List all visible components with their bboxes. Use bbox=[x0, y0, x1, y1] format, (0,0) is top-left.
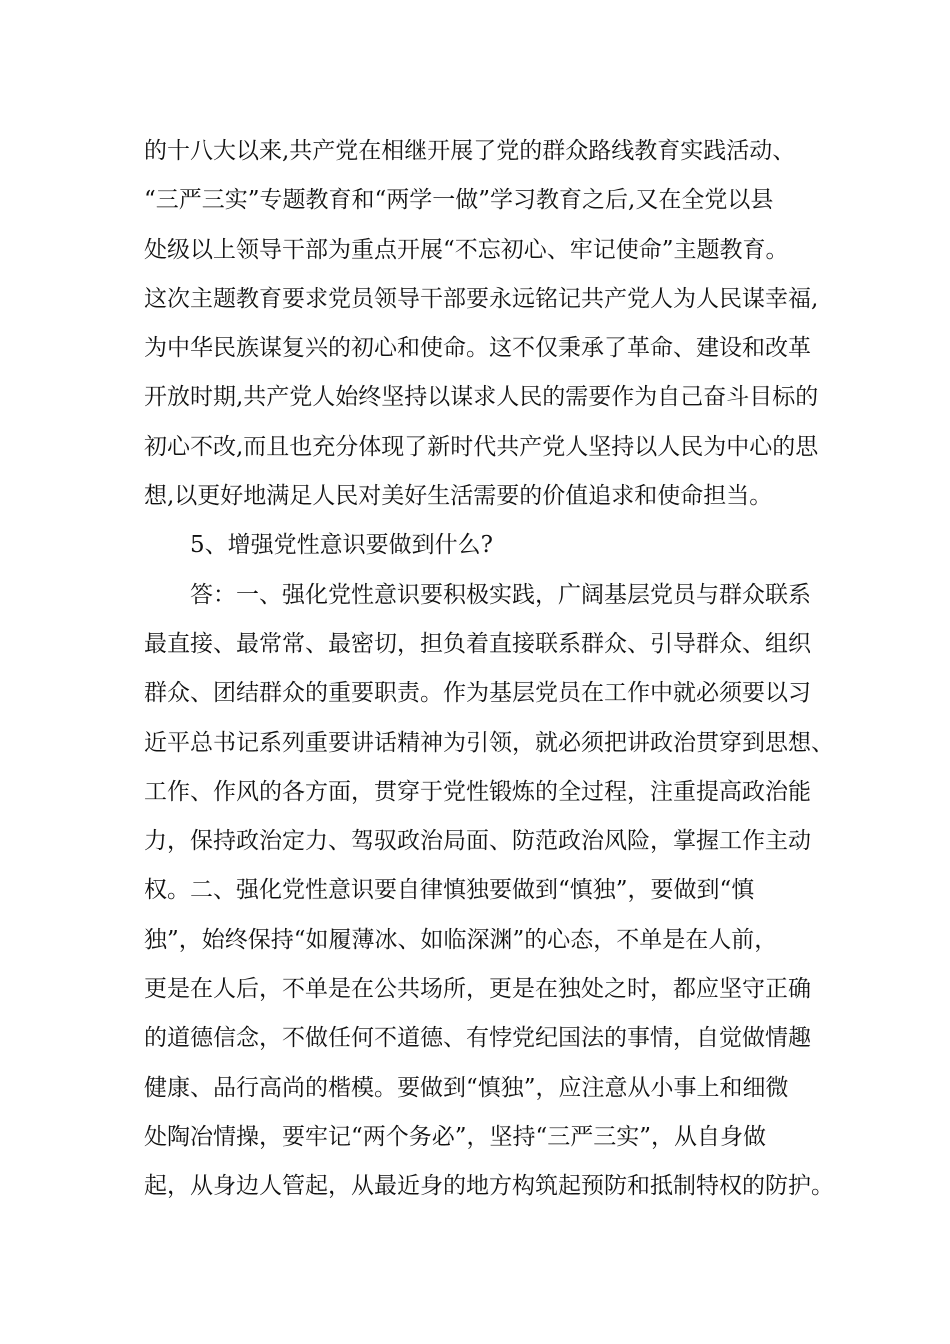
text-line: 近平总书记系列重要讲话精神为引领，就必须把讲政治贯穿到思想、 bbox=[144, 729, 834, 756]
text-line: 的十八大以来,共产党在相继开展了党的群众路线教育实践活动、 bbox=[144, 138, 796, 164]
text-line: 工作、作风的各方面，贯穿于党性锻炼的全过程，注重提高政治能 bbox=[144, 778, 811, 805]
text-line: 初心不改,而且也充分体现了新时代共产党人坚持以人民为中心的思 bbox=[144, 433, 819, 460]
text-line: 这次主题教育要求党员领导干部要永远铭记共产党人为人民谋幸福, bbox=[144, 285, 819, 312]
text-line: 开放时期,共产党人始终坚持以谋求人民的需要作为自己奋斗目标的 bbox=[144, 384, 819, 411]
text-line: 起，从身边人管起，从最近身的地方构筑起预防和抵制特权的防护。 bbox=[144, 1173, 834, 1200]
text-line: 健康、品行高尚的楷模。要做到“慎独”，应注意从小事上和细微 bbox=[144, 1074, 789, 1101]
text-line: 处陶冶情操，要牢记“两个务必”，坚持“三严三实”，从自身做 bbox=[144, 1123, 767, 1150]
text-line: 群众、团结群众的重要职责。作为基层党员在工作中就必须要以习 bbox=[144, 680, 811, 707]
text-line: 想,以更好地满足人民对美好生活需要的价值追求和使命担当。 bbox=[144, 483, 773, 510]
body-text bbox=[144, 127, 834, 1212]
text-line: 力，保持政治定力、驾驭政治局面、防范政治风险，掌握工作主动 bbox=[144, 828, 811, 855]
answer-first-line: 答：一、强化党性意识要积极实践，广阔基层党员与群众联系 bbox=[190, 581, 811, 608]
text-line: 更是在人后，不单是在公共场所，更是在独处之时，都应坚守正确 bbox=[144, 976, 811, 1003]
text-line: 独”，始终保持“如履薄冰、如临深渊”的心态，不单是在人前， bbox=[144, 926, 778, 953]
text-line: 处级以上领导干部为重点开展“不忘初心、牢记使命”主题教育。 bbox=[144, 236, 789, 263]
text-line: 的道德信念，不做任何不道德、有悖党纪国法的事情，自觉做情趣 bbox=[144, 1025, 811, 1052]
text-line: 权。二、强化党性意识要自律慎独要做到“慎独”，要做到“慎 bbox=[144, 877, 755, 904]
question-heading: 5、增强党性意识要做到什么? bbox=[190, 532, 493, 559]
text-line: “三严三实”专题教育和“两学一做”学习教育之后,又在全党以县 bbox=[144, 187, 774, 214]
text-line: 最直接、最常常、最密切，担负着直接联系群众、引导群众、组织 bbox=[144, 630, 811, 657]
text-line: 为中华民族谋复兴的初心和使命。这不仅秉承了革命、建设和改革 bbox=[144, 335, 811, 362]
